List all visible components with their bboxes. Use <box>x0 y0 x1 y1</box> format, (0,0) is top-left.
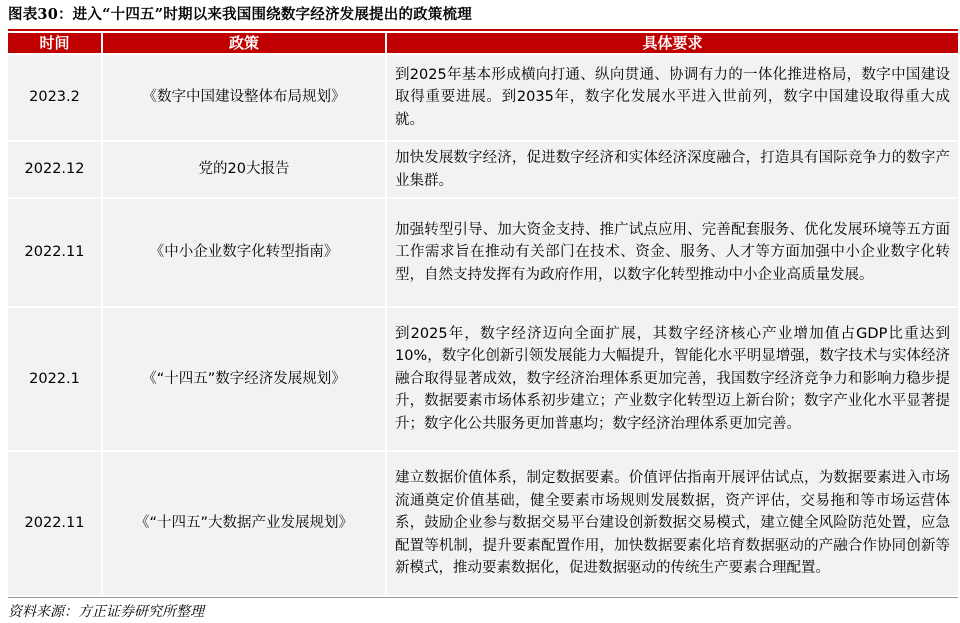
row-policy: 《中小企业数字化转型指南》 <box>102 198 386 307</box>
header-policy: 政策 <box>102 33 386 54</box>
table-row <box>8 54 958 141</box>
row-requirement: 加强转型引导、加大资金支持、推广试点应用、完善配套服务、优化发展环境等五方面工作需求旨在推动有关部门在技术、资金、服务、人才等方面加强中小企业数字化转型，自然支持发挥有为政府作用，以数字化转型推动中小企业高质量发展。 <box>386 198 958 307</box>
row-requirement: 到2025年基本形成横向打通、纵向贯通、协调有力的一体化推进格局，数字中国建设取得重要进展。到2035年，数字化发展水平进入世前列，数字中国建设取得重大成就。 <box>386 54 958 141</box>
row-time: 2023.2 <box>8 54 102 141</box>
top-rule <box>8 29 958 31</box>
header-time: 时间 <box>8 33 102 54</box>
row-policy: 《“十四五”大数据产业发展规划》 <box>102 451 386 595</box>
table-row <box>8 141 958 198</box>
row-policy: 《“十四五”数字经济发展规划》 <box>102 307 386 451</box>
table-row <box>8 198 958 307</box>
row-requirement: 到2025年，数字经济迈向全面扩展，其数字经济核心产业增加值占GDP比重达到10%，数字化创新引领发展能力大幅提升，智能化水平明显增强，数字技术与实体经济融合取得显著成效，数字经济治理体系更加完善，我国数字经济竞争力和影响力稳步提升，数据要素市场体系初步建立；产业数字化转型迈上新台阶；数字产业化水平显著提升；数字化公共服务更加普惠均；数字经济治理体系更加完善。 <box>386 307 958 451</box>
bottom-rule <box>8 597 958 598</box>
row-policy: 党的20大报告 <box>102 141 386 198</box>
header-requirement: 具体要求 <box>386 33 958 54</box>
row-requirement: 加快发展数字经济，促进数字经济和实体经济深度融合，打造具有国际竞争力的数字产业集群。 <box>386 141 958 198</box>
row-time: 2022.11 <box>8 198 102 307</box>
row-requirement: 建立数据价值体系，制定数据要素。价值评估指南开展评估试点，为数据要素进入市场流通奠定价值基础，健全要素市场规则发展数据，资产评估，交易拖和等市场运营体系，鼓励企业参与数据交易平台建设创新数据交易模式，建立健全风险防范处置，应急配置等机制，提升要素配置作用，加快数据要素化培育数据驱动的产融合作协同创新等新模式，推动要素数据化，促进数据驱动的传统生产要素合理配置。 <box>386 451 958 595</box>
row-time: 2022.1 <box>8 307 102 451</box>
policy-table <box>8 33 958 595</box>
row-time: 2022.12 <box>8 141 102 198</box>
table-header-row <box>8 33 958 54</box>
row-policy: 《数字中国建设整体布局规划》 <box>102 54 386 141</box>
row-time: 2022.11 <box>8 451 102 595</box>
source-note: 资料来源：方正证券研究所整理 <box>8 604 204 620</box>
table-row <box>8 307 958 451</box>
figure-title: 图表30：进入“十四五”时期以来我国围绕数字经济发展提出的政策梳理 <box>8 6 472 23</box>
table-row <box>8 451 958 595</box>
